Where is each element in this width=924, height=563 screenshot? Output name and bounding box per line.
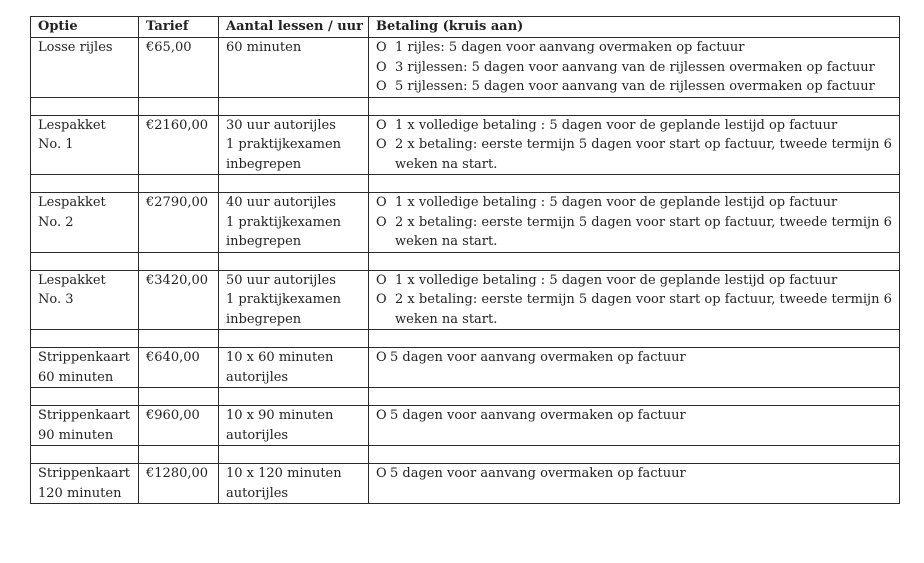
optie-line: 90 minuten (38, 427, 114, 443)
table-row (31, 193, 900, 253)
payment-option-text: 5 dagen voor aanvang overmaken op factuur (390, 466, 686, 481)
optie-cell (31, 406, 139, 446)
aantal-line: 10 x 90 minuten (226, 408, 334, 423)
optie-line: Losse rijles (38, 40, 113, 55)
payment-option-text: 1 x volledige betaling : 5 dagen voor de geplande lestijd op factuur (395, 272, 838, 288)
spacer-cell (31, 388, 139, 406)
spacer-cell (219, 446, 369, 464)
payment-checkbox-circle[interactable]: O (376, 466, 387, 481)
aantal-line: inbegrepen (226, 311, 302, 327)
aantal-line: 30 uur autorijles (226, 117, 336, 133)
spacer-cell (369, 252, 900, 270)
spacer-row (31, 252, 900, 270)
spacer-cell (139, 330, 219, 348)
spacer-cell (369, 446, 900, 464)
spacer-row (31, 330, 900, 348)
spacer-cell (31, 446, 139, 464)
payment-option-text: 2 x betaling: eerste termijn 5 dagen voor start op factuur, tweede termijn 6 weken na start. (395, 292, 892, 327)
optie-line: No. 2 (38, 214, 74, 230)
payment-checkbox-circle[interactable]: O (376, 195, 387, 210)
spacer-row (31, 388, 900, 406)
table-body (31, 38, 900, 504)
betaling-cell (369, 406, 900, 446)
tarief-cell: €1280,00 (139, 464, 219, 504)
payment-option[interactable] (376, 77, 895, 97)
payment-option-text: 1 x volledige betaling : 5 dagen voor de geplande lestijd op factuur (395, 195, 838, 210)
payment-option[interactable] (376, 271, 895, 291)
spacer-row (31, 175, 900, 193)
spacer-cell (219, 175, 369, 193)
tarief-cell: €3420,00 (139, 270, 219, 330)
optie-line: 60 minuten (38, 369, 114, 385)
payment-option[interactable] (376, 116, 895, 136)
payment-checkbox-circle[interactable]: O (376, 40, 387, 55)
aantal-line: 1 praktijkexamen (226, 292, 342, 307)
payment-option-text: 2 x betaling: eerste termijn 5 dagen voor start op factuur, tweede termijn 6 weken na start. (395, 137, 892, 172)
payment-option[interactable] (376, 348, 895, 368)
table-row (31, 270, 900, 330)
header-tarief: Tarief (139, 17, 219, 38)
spacer-cell (139, 175, 219, 193)
spacer-cell (31, 330, 139, 348)
aantal-cell (219, 115, 369, 175)
payment-option[interactable] (376, 290, 895, 329)
betaling-cell (369, 348, 900, 388)
payment-checkbox-circle[interactable]: O (376, 117, 387, 133)
payment-checkbox-circle[interactable]: O (376, 350, 387, 365)
spacer-cell (31, 252, 139, 270)
aantal-line: inbegrepen (226, 234, 302, 249)
spacer-cell (369, 388, 900, 406)
spacer-cell (369, 97, 900, 115)
payment-checkbox-circle[interactable]: O (376, 214, 387, 230)
betaling-cell (369, 464, 900, 504)
tarief-cell: €960,00 (139, 406, 219, 446)
optie-line: No. 1 (38, 137, 74, 152)
aantal-line: 10 x 120 minuten (226, 466, 342, 481)
table-row (31, 464, 900, 504)
table-row (31, 348, 900, 388)
header-betaling: Betaling (kruis aan) (369, 17, 900, 38)
spacer-cell (139, 388, 219, 406)
payment-option-text: 5 dagen voor aanvang overmaken op factuur (390, 408, 686, 423)
aantal-line: autorijles (226, 427, 289, 443)
tarief-cell: €2790,00 (139, 193, 219, 253)
tarief-cell: €640,00 (139, 348, 219, 388)
optie-line: Strippenkaart (38, 350, 131, 365)
header-optie: Optie (31, 17, 139, 38)
betaling-cell (369, 270, 900, 330)
table-row (31, 406, 900, 446)
aantal-line: 50 uur autorijles (226, 272, 336, 288)
aantal-cell (219, 348, 369, 388)
optie-line: Strippenkaart (38, 466, 131, 481)
tarieven-table (30, 16, 900, 504)
payment-option-text: 5 dagen voor aanvang overmaken op factuur (390, 350, 686, 365)
spacer-cell (31, 175, 139, 193)
aantal-cell (219, 270, 369, 330)
table-row (31, 115, 900, 175)
header-aantal: Aantal lessen / uur (219, 17, 369, 38)
spacer-cell (31, 97, 139, 115)
spacer-cell (219, 388, 369, 406)
spacer-row (31, 446, 900, 464)
payment-option-text: 5 rijlessen: 5 dagen voor aanvang van de rijlessen overmaken op factuur (395, 79, 875, 94)
spacer-cell (139, 252, 219, 270)
spacer-cell (369, 330, 900, 348)
payment-option[interactable] (376, 38, 895, 58)
spacer-cell (219, 252, 369, 270)
aantal-line: inbegrepen (226, 156, 302, 172)
tarief-cell: €65,00 (139, 38, 219, 98)
payment-option[interactable] (376, 135, 895, 174)
optie-line: 120 minuten (38, 485, 122, 501)
payment-checkbox-circle[interactable]: O (376, 408, 387, 423)
payment-option-text: 2 x betaling: eerste termijn 5 dagen voor start op factuur, tweede termijn 6 weken na start. (395, 214, 892, 249)
payment-option[interactable] (376, 58, 895, 78)
spacer-cell (219, 330, 369, 348)
header-row (31, 17, 900, 38)
optie-line: Lespakket (38, 117, 106, 133)
spacer-cell (139, 446, 219, 464)
spacer-row (31, 97, 900, 115)
optie-line: Lespakket (38, 272, 106, 288)
aantal-cell (219, 406, 369, 446)
spacer-cell (139, 97, 219, 115)
payment-option-text: 1 x volledige betaling : 5 dagen voor de geplande lestijd op factuur (395, 117, 838, 133)
tarief-cell: €2160,00 (139, 115, 219, 175)
aantal-cell (219, 38, 369, 98)
aantal-cell (219, 193, 369, 253)
payment-checkbox-circle[interactable]: O (376, 59, 387, 75)
payment-checkbox-circle[interactable]: O (376, 292, 387, 307)
optie-cell (31, 193, 139, 253)
payment-option-text: 1 rijles: 5 dagen voor aanvang overmaken op factuur (395, 40, 745, 55)
aantal-line: 10 x 60 minuten (226, 350, 334, 365)
payment-checkbox-circle[interactable]: O (376, 137, 387, 152)
payment-option[interactable] (376, 193, 895, 213)
spacer-cell (369, 175, 900, 193)
table-row (31, 38, 900, 98)
aantal-line: autorijles (226, 485, 289, 501)
betaling-cell (369, 193, 900, 253)
aantal-line: 1 praktijkexamen (226, 214, 342, 230)
optie-cell (31, 115, 139, 175)
optie-cell (31, 464, 139, 504)
aantal-line: 40 uur autorijles (226, 195, 336, 210)
aantal-line: 1 praktijkexamen (226, 137, 342, 152)
optie-cell (31, 348, 139, 388)
payment-checkbox-circle[interactable]: O (376, 272, 387, 288)
payment-option[interactable] (376, 464, 895, 484)
betaling-cell (369, 115, 900, 175)
aantal-cell (219, 464, 369, 504)
aantal-line: autorijles (226, 369, 289, 385)
payment-option[interactable] (376, 213, 895, 252)
payment-option-text: 3 rijlessen: 5 dagen voor aanvang van de rijlessen overmaken op factuur (395, 59, 875, 75)
optie-line: Strippenkaart (38, 408, 131, 423)
aantal-line: 60 minuten (226, 40, 302, 55)
payment-checkbox-circle[interactable]: O (376, 79, 387, 94)
optie-line: No. 3 (38, 292, 74, 307)
betaling-cell (369, 38, 900, 98)
spacer-cell (219, 97, 369, 115)
optie-cell (31, 270, 139, 330)
optie-line: Lespakket (38, 195, 106, 210)
optie-cell (31, 38, 139, 98)
payment-option[interactable] (376, 406, 895, 426)
